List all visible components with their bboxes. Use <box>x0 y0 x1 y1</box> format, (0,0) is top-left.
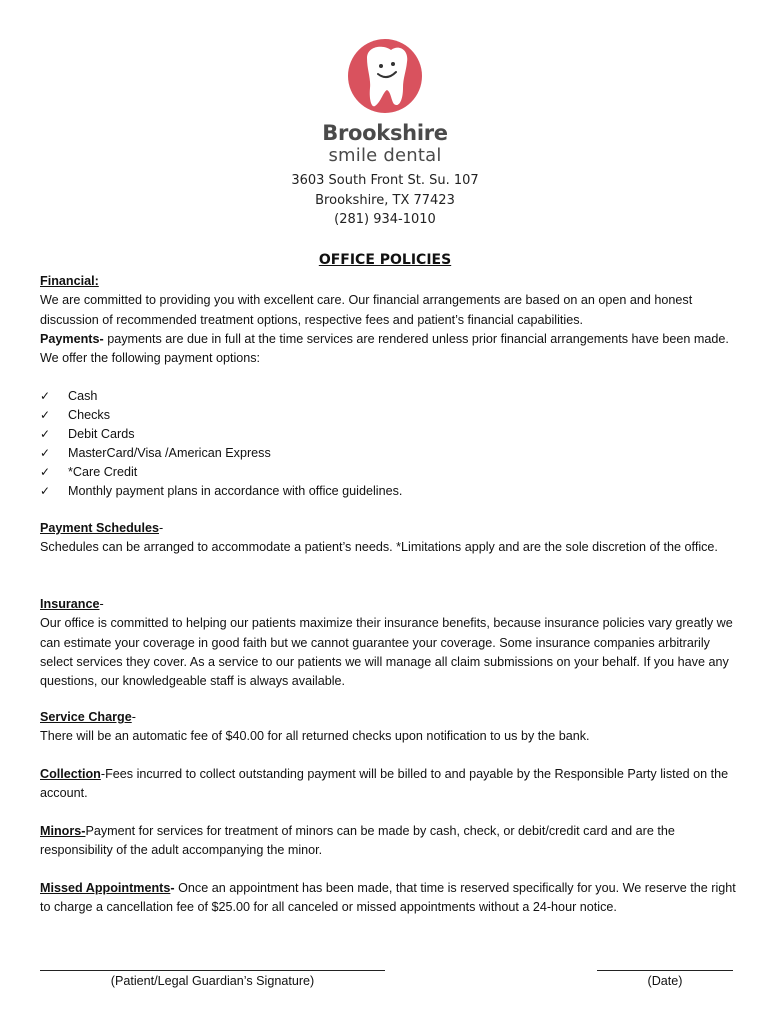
page-title: OFFICE POLICIES <box>318 252 452 268</box>
payment-schedules-text: Schedules can be arranged to accommodate a patient’s needs. *Limitations apply and are the sole discretion of the office. <box>40 540 718 555</box>
list-item: ✓ Checks <box>40 406 740 425</box>
list-item: ✓ Cash <box>40 387 740 406</box>
payments-paragraph <box>40 330 740 369</box>
checkmark-icon: ✓ <box>40 446 51 460</box>
checkmark-icon: ✓ <box>40 427 51 441</box>
minors-heading: Minors- <box>40 824 86 838</box>
payment-schedules-heading: Payment Schedules <box>40 521 159 535</box>
list-item: ✓ *Care Credit <box>40 463 740 482</box>
list-item: ✓ MasterCard/Visa /American Express <box>40 444 740 463</box>
missed-appointments-heading: Missed Appointments <box>40 881 171 895</box>
financial-section <box>40 272 740 368</box>
collection-section: Collection-Fees incurred to collect outstanding payment will be billed to and payable by the Responsible Party listed on the account. <box>40 767 729 801</box>
signature-line[interactable] <box>40 970 385 971</box>
list-item: ✓ Monthly payment plans in accordance with office guidelines. <box>40 482 740 501</box>
collection-heading: Collection <box>40 767 101 781</box>
checkmark-icon: ✓ <box>40 389 51 403</box>
list-item: ✓ Debit Cards <box>40 425 740 444</box>
payments-label: Payments- <box>40 331 104 346</box>
service-charge-heading: Service Charge <box>40 710 132 724</box>
brand-subtitle: smile dental <box>328 145 442 166</box>
checkmark-icon: ✓ <box>40 484 51 498</box>
missed-appointments-section: Missed Appointments- Once an appointment has been made, that time is reserved specifically for you. We reserve the right to charge a cancellation fee of $25.00 for all canceled or missed appointments without a 24-hour notice. <box>40 881 736 915</box>
signature-label: (Patient/Legal Guardian’s Signature) <box>110 974 315 988</box>
date-line[interactable] <box>597 970 733 971</box>
checkmark-icon: ✓ <box>40 408 51 422</box>
checkmark-icon: ✓ <box>40 465 51 479</box>
brand-name: Brookshire <box>322 121 448 145</box>
collection-text: Fees incurred to collect outstanding payment will be billed to and payable by the Responsible Party listed on the account. <box>40 767 729 801</box>
insurance-text: Our office is committed to helping our patients maximize their insurance benefits, because insurance policies vary greatly we can estimate your coverage in good faith but we cannot guarantee your coverage. Some insurance companies arbitrarily select services they cover. As a service to our patients we will manage all claim submissions on your behalf. If you have any questions, our knowledgeable staff is always available. <box>40 616 733 689</box>
financial-intro: We are committed to providing you with excellent care. Our financial arrangements are based on an open and honest discussion of recommended treatment options, respective fees and patient’s financial capabilities. <box>40 293 693 327</box>
payments-text: payments are due in full at the time services are rendered unless prior financial arrangements have been made. We offer the following payment options: <box>40 331 729 366</box>
address-line-1: 3603 South Front St. Su. 107 <box>291 173 479 188</box>
insurance-heading: Insurance <box>40 597 100 611</box>
phone-number: (281) 934-1010 <box>334 212 436 227</box>
payment-schedules-section: Payment Schedules- Schedules can be arranged to accommodate a patient’s needs. *Limitations apply and are the sole discretion of the office. <box>40 519 740 558</box>
date-label: (Date) <box>647 974 683 988</box>
payment-options-list <box>40 387 740 501</box>
service-charge-text: There will be an automatic fee of $40.00 for all returned checks upon notification to us by the bank. <box>40 729 590 744</box>
service-charge-section: Service Charge- There will be an automatic fee of $40.00 for all returned checks upon notification to us by the bank. <box>40 708 740 747</box>
financial-heading: Financial: <box>40 274 99 288</box>
minors-text: Payment for services for treatment of minors can be made by cash, check, or debit/credit card and are the responsibility of the adult accompanying the minor. <box>40 824 675 858</box>
insurance-section: Insurance- Our office is committed to helping our patients maximize their insurance benefits, because insurance policies vary greatly we can estimate your coverage in good faith but we cannot guarantee your coverage. Some insurance companies arbitrarily select services they cover. As a service to our patients we will manage all claim submissions on your behalf. If you have any questions, our knowledgeable staff is always available. <box>40 595 740 691</box>
tooth-logo-icon <box>345 36 425 116</box>
missed-appointments-text: Once an appointment has been made, that time is reserved specifically for you. We reserve the right to charge a cancellation fee of $25.00 for all canceled or missed appointments without a 24-hour notice. <box>40 881 736 915</box>
minors-section <box>40 822 740 861</box>
address-line-2: Brookshire, TX 77423 <box>315 193 455 208</box>
